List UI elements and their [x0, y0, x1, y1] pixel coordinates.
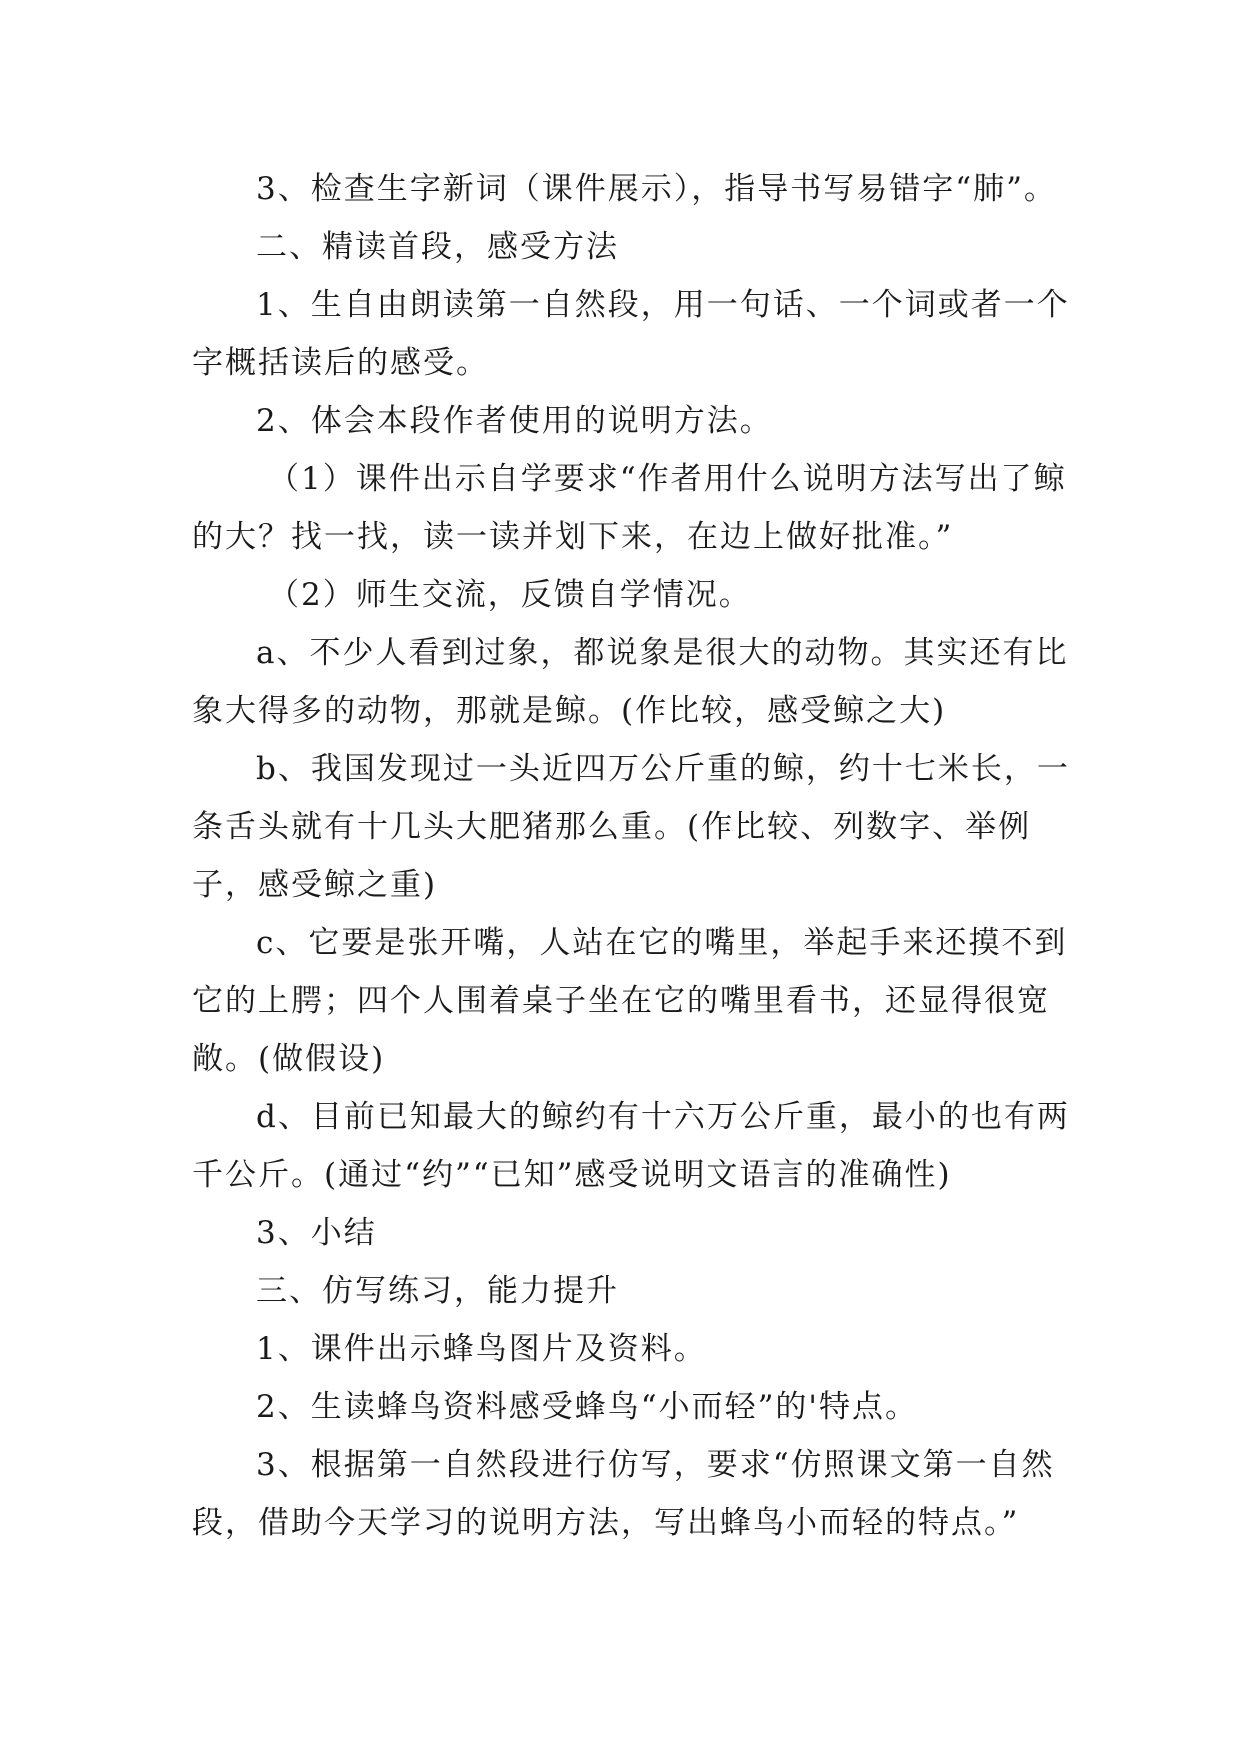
paragraph: b、我国发现过一头近四万公斤重的鲸，约十七米长，一条舌头就有十几头大肥猪那么重。(作比较、列数字、举例子，感受鲸之重)	[192, 751, 1070, 903]
paragraph: 3、根据第一自然段进行仿写，要求“仿照课文第一自然段，借助今天学习的说明方法，写出蜂鸟小而轻的特点。”	[192, 1447, 1055, 1541]
paragraph: c、它要是张开嘴，人站在它的嘴里，举起手来还摸不到它的上腭；四个人围着桌子坐在它的嘴里看书，还显得很宽敞。(做假设)	[192, 925, 1068, 1077]
paragraph: 3、小结	[256, 1215, 377, 1251]
paragraph: 3、检查生字新词（课件展示），指导书写易错字“肺”。	[256, 171, 1057, 207]
document-body	[192, 160, 1072, 1552]
paragraph: 2、体会本段作者使用的说明方法。	[256, 403, 773, 439]
paragraph: a、不少人看到过象，都说象是很大的动物。其实还有比象大得多的动物，那就是鲸。(作比较，感受鲸之大)	[192, 635, 1069, 729]
paragraph: d、目前已知最大的鲸约有十六万公斤重，最小的也有两千公斤。(通过“约”“已知”感受说明文语言的准确性)	[192, 1099, 1070, 1193]
section-heading: 二、精读首段，感受方法	[256, 229, 619, 265]
paragraph: 2、生读蜂鸟资料感受蜂鸟“小而轻”的'特点。	[256, 1389, 918, 1425]
paragraph: 1、课件出示蜂鸟图片及资料。	[256, 1331, 707, 1367]
section-heading: 三、仿写练习，能力提升	[256, 1273, 619, 1309]
paragraph: （2）师生交流，反馈自学情况。	[268, 577, 752, 613]
paragraph: （1）课件出示自学要求“作者用什么说明方法写出了鲸的大？找一找，读一读并划下来，在边上做好批准。”	[192, 461, 1067, 555]
paragraph: 1、生自由朗读第一自然段，用一句话、一个词或者一个字概括读后的感受。	[192, 287, 1070, 381]
